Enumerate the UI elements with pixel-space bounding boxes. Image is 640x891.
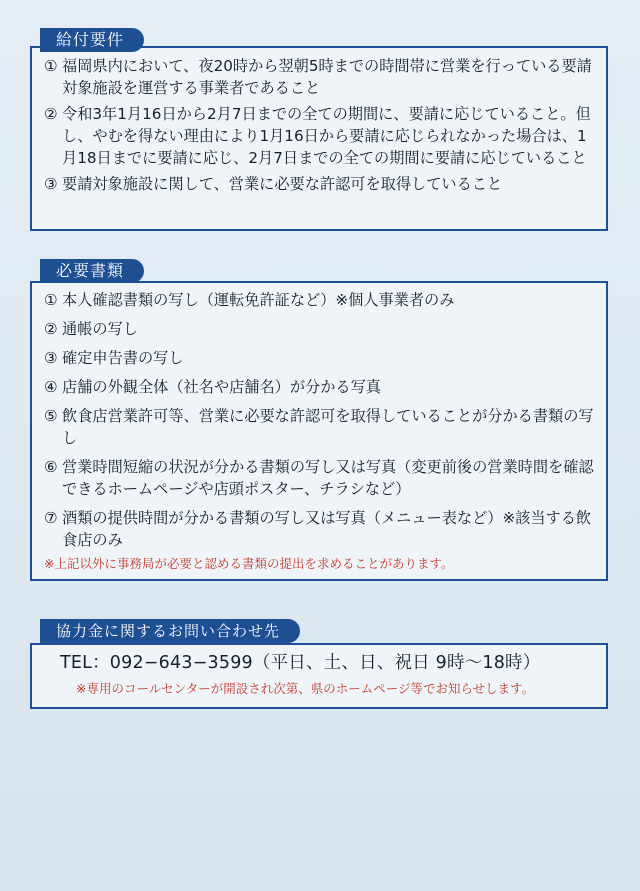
document-item xyxy=(44,376,596,398)
item-text: 確定申告書の写し xyxy=(62,349,184,367)
contact-phone: TEL：092−643−3599（平日、土、日、祝日 9時〜18時） xyxy=(60,653,541,673)
documents-note: ※上記以外に事務局が必要と認める書類の提出を求めることがあります。 xyxy=(44,556,454,571)
document-item xyxy=(44,507,596,551)
document-item xyxy=(44,289,596,311)
item-number: ③ xyxy=(44,349,58,367)
item-text: 福岡県内において、夜20時から翌朝5時までの時間帯に営業を行っている要請対象施設を運営する事業者であること xyxy=(62,57,592,97)
item-text: 要請対象施設に関して、営業に必要な許認可を取得していること xyxy=(62,175,503,193)
requirements-section xyxy=(30,30,608,231)
contact-tab: 協力金に関するお問い合わせ先 xyxy=(40,619,300,643)
contact-note: ※専用のコールセンターが開設され次第、県のホームページ等でお知らせします。 xyxy=(76,681,535,696)
documents-box xyxy=(30,281,608,581)
document-item xyxy=(44,318,596,340)
requirements-box xyxy=(30,46,608,231)
item-number: ① xyxy=(44,291,58,309)
item-text: 本人確認書類の写し（運転免許証など）※個人事業者のみ xyxy=(62,291,455,309)
document-item xyxy=(44,405,596,449)
item-number: ④ xyxy=(44,378,58,396)
item-text: 酒類の提供時間が分かる書類の写し又は写真（メニュー表など）※該当する飲食店のみ xyxy=(62,509,592,549)
requirement-item xyxy=(44,103,596,169)
requirements-tab: 給付要件 xyxy=(40,28,144,52)
item-text: 飲食店営業許可等、営業に必要な許認可を取得していることが分かる書類の写し xyxy=(62,407,594,447)
document-item xyxy=(44,347,596,369)
item-text: 店舗の外観全体（社名や店舗名）が分かる写真 xyxy=(62,378,381,396)
item-number: ② xyxy=(44,320,58,338)
contact-box xyxy=(30,643,608,709)
documents-section xyxy=(30,261,608,581)
item-text: 通帳の写し xyxy=(62,320,138,338)
item-number: ① xyxy=(44,57,58,75)
item-text: 営業時間短縮の状況が分かる書類の写し又は写真（変更前後の営業時間を確認できるホームページや店頭ポスター、チラシなど） xyxy=(62,458,594,498)
requirement-item xyxy=(44,55,596,99)
document-item xyxy=(44,456,596,500)
item-number: ⑥ xyxy=(44,458,58,476)
item-text: 令和3年1月16日から2月7日までの全ての期間に、要請に応じていること。但し、やむを得ない理由により1月16日から要請に応じられなかった場合は、1月18日までに要請に応じ、2月7日までの全ての期間に要請に応じていること xyxy=(62,105,591,167)
item-number: ② xyxy=(44,105,58,123)
item-number: ⑤ xyxy=(44,407,58,425)
contact-section xyxy=(30,621,608,709)
requirement-item xyxy=(44,173,596,195)
documents-tab: 必要書類 xyxy=(40,259,144,283)
item-number: ③ xyxy=(44,175,58,193)
item-number: ⑦ xyxy=(44,509,58,527)
